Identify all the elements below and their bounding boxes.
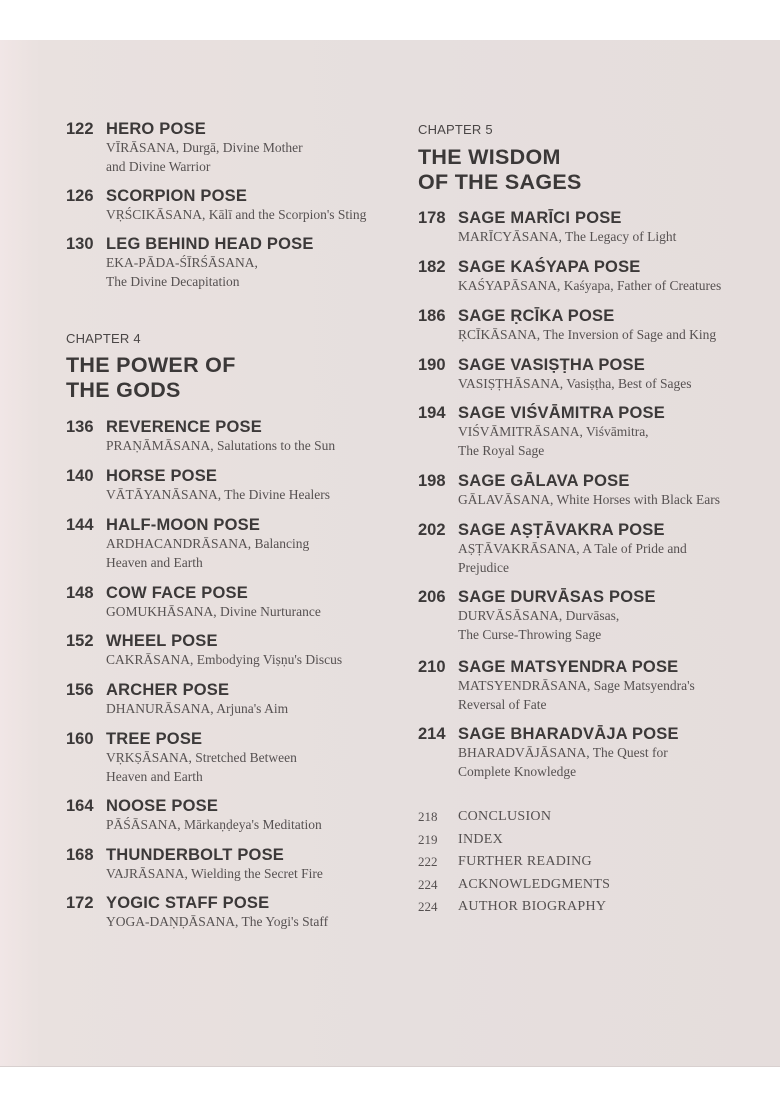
entry-title: SAGE BHARADVĀJA POSE xyxy=(458,725,679,743)
entry-title: SAGE DURVĀSAS POSE xyxy=(458,588,656,606)
entry-page-number: 152 xyxy=(66,632,94,650)
entry-page-number: 202 xyxy=(418,521,446,539)
entry-page-number: 190 xyxy=(418,356,446,374)
entry-page-number: 206 xyxy=(418,588,446,606)
entry-subtitle xyxy=(458,277,748,296)
entry-page-number: 156 xyxy=(66,681,94,699)
entry-title: WHEEL POSE xyxy=(106,632,218,650)
entry-title: HORSE POSE xyxy=(106,467,218,485)
entry-page-number: 168 xyxy=(66,846,94,864)
entry-subtitle-line: Complete Knowledge xyxy=(458,763,577,779)
back-matter-page: 218 xyxy=(418,809,438,824)
back-matter-label: INDEX xyxy=(458,832,504,847)
entry-subtitle xyxy=(458,677,748,714)
entry-page-number: 198 xyxy=(418,472,446,490)
entry-page-number: 178 xyxy=(418,209,446,227)
entry-page-number: 136 xyxy=(66,418,94,436)
entry-title: SAGE AṢṬĀVAKRA POSE xyxy=(458,521,665,539)
entry-subtitle-line: MATSYENDRĀSANA, Sage Matsyendra's xyxy=(458,678,695,693)
entry-subtitle-line: VAJRĀSANA, Wielding the Secret Fire xyxy=(106,866,323,881)
entry-subtitle-line: VṚŚCIKĀSANA, Kālī and the Scorpion's Sting xyxy=(106,207,367,222)
entry-subtitle-line: Reversal of Fate xyxy=(458,696,547,712)
entry-subtitle-line: The Curse-Throwing Sage xyxy=(458,626,602,642)
entry-title: THUNDERBOLT POSE xyxy=(106,846,284,864)
entry-subtitle-line: AṢṬĀVAKRĀSANA, A Tale of Pride and xyxy=(458,541,687,556)
entry-subtitle xyxy=(106,651,396,670)
entry-subtitle-line: Heaven and Earth xyxy=(106,554,203,570)
entry-title: LEG BEHIND HEAD POSE xyxy=(106,235,314,253)
entry-subtitle-line: The Royal Sage xyxy=(458,442,545,458)
entry-title: NOOSE POSE xyxy=(106,797,219,815)
entry-subtitle-line: The Divine Decapitation xyxy=(106,273,240,289)
entry-subtitle-line: VṚKṢĀSANA, Stretched Between xyxy=(106,750,297,765)
chapter-title xyxy=(418,145,582,195)
entry-page-number: 160 xyxy=(66,730,94,748)
entry-page-number: 214 xyxy=(418,725,446,743)
entry-subtitle xyxy=(106,437,396,456)
entry-page-number: 172 xyxy=(66,894,94,912)
entry-page-number: 186 xyxy=(418,307,446,325)
entry-subtitle-line: BHARADVĀJĀSANA, The Quest for xyxy=(458,745,668,760)
entry-page-number: 144 xyxy=(66,516,94,534)
entry-page-number: 164 xyxy=(66,797,94,815)
entry-page-number: 148 xyxy=(66,584,94,602)
entry-subtitle-line: Prejudice xyxy=(458,559,509,575)
entry-subtitle-line: VASIṢṬHĀSANA, Vasiṣṭha, Best of Sages xyxy=(458,376,692,391)
chapter-label: CHAPTER 5 xyxy=(418,122,493,137)
chapter-title-line: THE POWER OF xyxy=(66,353,236,377)
entry-subtitle-line: DHANURĀSANA, Arjuna's Aim xyxy=(106,701,289,716)
entry-subtitle xyxy=(106,700,396,719)
entry-title: ARCHER POSE xyxy=(106,681,230,699)
chapter-label: CHAPTER 4 xyxy=(66,331,141,346)
entry-title: YOGIC STAFF POSE xyxy=(106,894,270,912)
entry-title: HERO POSE xyxy=(106,120,206,138)
entry-subtitle xyxy=(458,540,748,577)
chapter-title-line: THE WISDOM xyxy=(418,145,561,169)
chapter-title-line: OF THE SAGES xyxy=(418,170,582,194)
entry-title: SAGE MARĪCI POSE xyxy=(458,209,622,227)
entry-title: SAGE ṚCĪKA POSE xyxy=(458,307,615,325)
entry-title: SAGE GĀLAVA POSE xyxy=(458,472,630,490)
entry-page-number: 210 xyxy=(418,658,446,676)
entry-title: SAGE MATSYENDRA POSE xyxy=(458,658,679,676)
entry-title: REVERENCE POSE xyxy=(106,418,262,436)
entry-title: SAGE VASIṢṬHA POSE xyxy=(458,356,645,374)
entry-page-number: 126 xyxy=(66,187,94,205)
entry-subtitle-line: DURVĀSĀSANA, Durvāsas, xyxy=(458,608,620,623)
entry-subtitle-line: MARĪCYĀSANA, The Legacy of Light xyxy=(458,229,677,244)
entry-subtitle-line: PĀŚĀSANA, Mārkaṇḍeya's Meditation xyxy=(106,817,322,832)
entry-subtitle xyxy=(458,607,748,644)
entry-subtitle xyxy=(106,603,396,622)
back-matter-label: AUTHOR BIOGRAPHY xyxy=(458,899,607,914)
entry-title: TREE POSE xyxy=(106,730,203,748)
entry-subtitle xyxy=(106,913,396,932)
entry-subtitle-line: YOGA-DAṆḌĀSANA, The Yogi's Staff xyxy=(106,914,329,929)
entry-page-number: 140 xyxy=(66,467,94,485)
entry-subtitle-line: and Divine Warrior xyxy=(106,158,211,174)
entry-subtitle xyxy=(458,326,748,345)
entry-subtitle-line: ARDHACANDRĀSANA, Balancing xyxy=(106,536,310,551)
entry-subtitle xyxy=(106,816,396,835)
back-matter-page: 222 xyxy=(418,854,438,869)
back-matter-page: 224 xyxy=(418,899,438,914)
back-matter-page: 224 xyxy=(418,877,438,892)
chapter-title xyxy=(66,353,236,403)
entry-subtitle xyxy=(106,254,396,291)
entry-subtitle-line: KAŚYAPĀSANA, Kaśyapa, Father of Creatures xyxy=(458,278,722,293)
book-page xyxy=(0,40,780,1067)
chapter-title-line: THE GODS xyxy=(66,378,181,402)
entry-subtitle xyxy=(458,491,748,510)
entry-subtitle-line: VĀTĀYANĀSANA, The Divine Healers xyxy=(106,487,330,502)
back-matter-label: FURTHER READING xyxy=(458,854,592,869)
entry-subtitle xyxy=(458,423,748,460)
entry-subtitle-line: EKA-PĀDA-ŚĪRŚĀSANA, xyxy=(106,255,258,270)
entry-subtitle-line: GOMUKHĀSANA, Divine Nurturance xyxy=(106,604,321,619)
entry-page-number: 122 xyxy=(66,120,94,138)
entry-subtitle-line: ṚCĪKĀSANA, The Inversion of Sage and King xyxy=(458,327,717,342)
entry-title: SAGE KAŚYAPA POSE xyxy=(458,258,641,276)
entry-subtitle xyxy=(458,228,748,247)
back-matter-page: 219 xyxy=(418,832,438,847)
entry-title: SAGE VIŚVĀMITRA POSE xyxy=(458,404,665,422)
entry-page-number: 194 xyxy=(418,404,446,422)
entry-subtitle xyxy=(458,375,748,394)
entry-subtitle-line: Heaven and Earth xyxy=(106,768,203,784)
entry-title: HALF-MOON POSE xyxy=(106,516,261,534)
entry-subtitle-line: PRAṆĀMĀSANA, Salutations to the Sun xyxy=(106,438,336,453)
entry-subtitle xyxy=(106,749,396,786)
entry-subtitle-line: VIŚVĀMITRĀSANA, Viśvāmitra, xyxy=(458,424,649,439)
entry-subtitle xyxy=(106,486,396,505)
back-matter-label: CONCLUSION xyxy=(458,809,552,824)
entry-subtitle-line: VĪRĀSANA, Durgā, Divine Mother xyxy=(106,140,303,155)
entry-subtitle-line: CAKRĀSANA, Embodying Viṣṇu's Discus xyxy=(106,652,343,667)
entry-subtitle xyxy=(106,865,396,884)
entry-subtitle xyxy=(106,206,396,225)
entry-subtitle xyxy=(106,535,396,572)
entry-page-number: 130 xyxy=(66,235,94,253)
entry-title: COW FACE POSE xyxy=(106,584,248,602)
entry-title: SCORPION POSE xyxy=(106,187,248,205)
entry-subtitle xyxy=(106,139,396,176)
entry-page-number: 182 xyxy=(418,258,446,276)
entry-subtitle xyxy=(458,744,748,781)
entry-subtitle-line: GĀLAVĀSANA, White Horses with Black Ears xyxy=(458,492,720,507)
back-matter-label: ACKNOWLEDGMENTS xyxy=(458,877,611,892)
